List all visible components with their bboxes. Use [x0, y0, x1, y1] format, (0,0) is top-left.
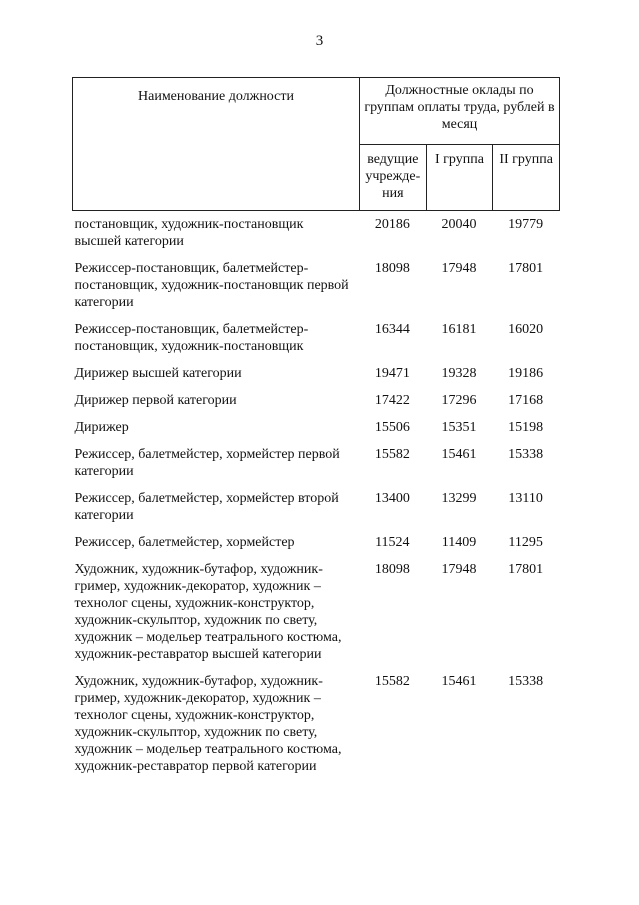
leading-institutions-salary: 13400 [374, 491, 410, 506]
group-1-salary: 17948 [441, 261, 477, 276]
group-2-salary: 15338 [508, 674, 544, 689]
group-1-salary: 13299 [441, 491, 477, 506]
group-1-salary: 17296 [441, 393, 477, 408]
group-1-salary: 19328 [441, 366, 477, 381]
position-name-cell: Дирижер первой категории [74, 393, 237, 408]
table-row [73, 673, 560, 785]
leading-institutions-salary: 11524 [375, 535, 410, 550]
group-1-salary: 17948 [441, 562, 477, 577]
group-1-salary: 20040 [441, 217, 477, 232]
group-1-salary: 15461 [441, 447, 477, 462]
position-name-cell: Дирижер [74, 420, 129, 435]
table-row [73, 260, 560, 321]
group-2-salary: 15338 [508, 447, 544, 462]
header-group-1: I группа [426, 145, 493, 211]
table-row [73, 321, 560, 365]
table-row [73, 211, 560, 261]
leading-institutions-salary: 16344 [374, 322, 410, 337]
header-salary-groups: Должностные оклады по группам оплаты труда, рублей в месяц [360, 78, 560, 145]
table-row [73, 365, 560, 392]
page-number: 3 [315, 33, 324, 49]
group-2-salary: 11295 [508, 535, 543, 550]
group-1-salary: 15461 [441, 674, 477, 689]
position-name-cell: Режиссер-постановщик, балетмейстер-постановщик, художник-постановщик [74, 322, 309, 354]
table-row [73, 561, 560, 673]
leading-institutions-salary: 18098 [374, 261, 410, 276]
group-2-salary: 16020 [508, 322, 544, 337]
position-name-cell: Режиссер, балетмейстер, хормейстер первой категории [74, 447, 340, 479]
position-name-cell: Художник, художник-бутафор, художник-гример, художник-декоратор, художник – технолог сцены, художник-конструктор, художник-скульптор, художник по свету, художник – модельер театрального костюма, художник-реставратор первой категории [74, 674, 342, 774]
group-2-salary: 19186 [508, 366, 544, 381]
position-name-cell: Режиссер-постановщик, балетмейстер-постановщик, художник-постановщик первой категории [74, 261, 349, 310]
leading-institutions-salary: 17422 [374, 393, 410, 408]
table-row [73, 490, 560, 534]
position-name-cell: Режиссер, балетмейстер, хормейстер второй категории [74, 491, 339, 523]
table-row [73, 534, 560, 561]
leading-institutions-salary: 20186 [374, 217, 410, 232]
position-name-cell: Художник, художник-бутафор, художник-гример, художник-декоратор, художник – технолог сцены, художник-конструктор, художник-скульптор, художник по свету, художник – модельер театрального костюма, художник-реставратор высшей категории [74, 562, 342, 662]
group-2-salary: 17168 [508, 393, 544, 408]
table-body [73, 211, 560, 786]
salary-table [72, 77, 560, 785]
leading-institutions-salary: 15582 [374, 674, 410, 689]
leading-institutions-salary: 18098 [374, 562, 410, 577]
group-1-salary: 16181 [441, 322, 477, 337]
group-2-salary: 17801 [508, 562, 544, 577]
group-1-salary: 15351 [441, 420, 477, 435]
group-2-salary: 19779 [508, 217, 544, 232]
table-row [73, 446, 560, 490]
leading-institutions-salary: 15582 [374, 447, 410, 462]
group-1-salary: 11409 [441, 535, 477, 550]
position-name-cell: Режиссер, балетмейстер, хормейстер [74, 535, 295, 550]
table-row [73, 419, 560, 446]
table-row [73, 392, 560, 419]
leading-institutions-salary: 19471 [374, 366, 410, 381]
header-leading-institutions: ведущие учрежде-ния [360, 145, 427, 211]
header-group-2: II группа [493, 145, 560, 211]
leading-institutions-salary: 15506 [374, 420, 410, 435]
header-position-name: Наименование должности [73, 78, 360, 211]
group-2-salary: 17801 [508, 261, 544, 276]
group-2-salary: 15198 [508, 420, 544, 435]
position-name-cell: Дирижер высшей категории [74, 366, 242, 381]
group-2-salary: 13110 [508, 491, 543, 506]
position-name-cell: постановщик, художник-постановщик высшей категории [74, 217, 304, 249]
